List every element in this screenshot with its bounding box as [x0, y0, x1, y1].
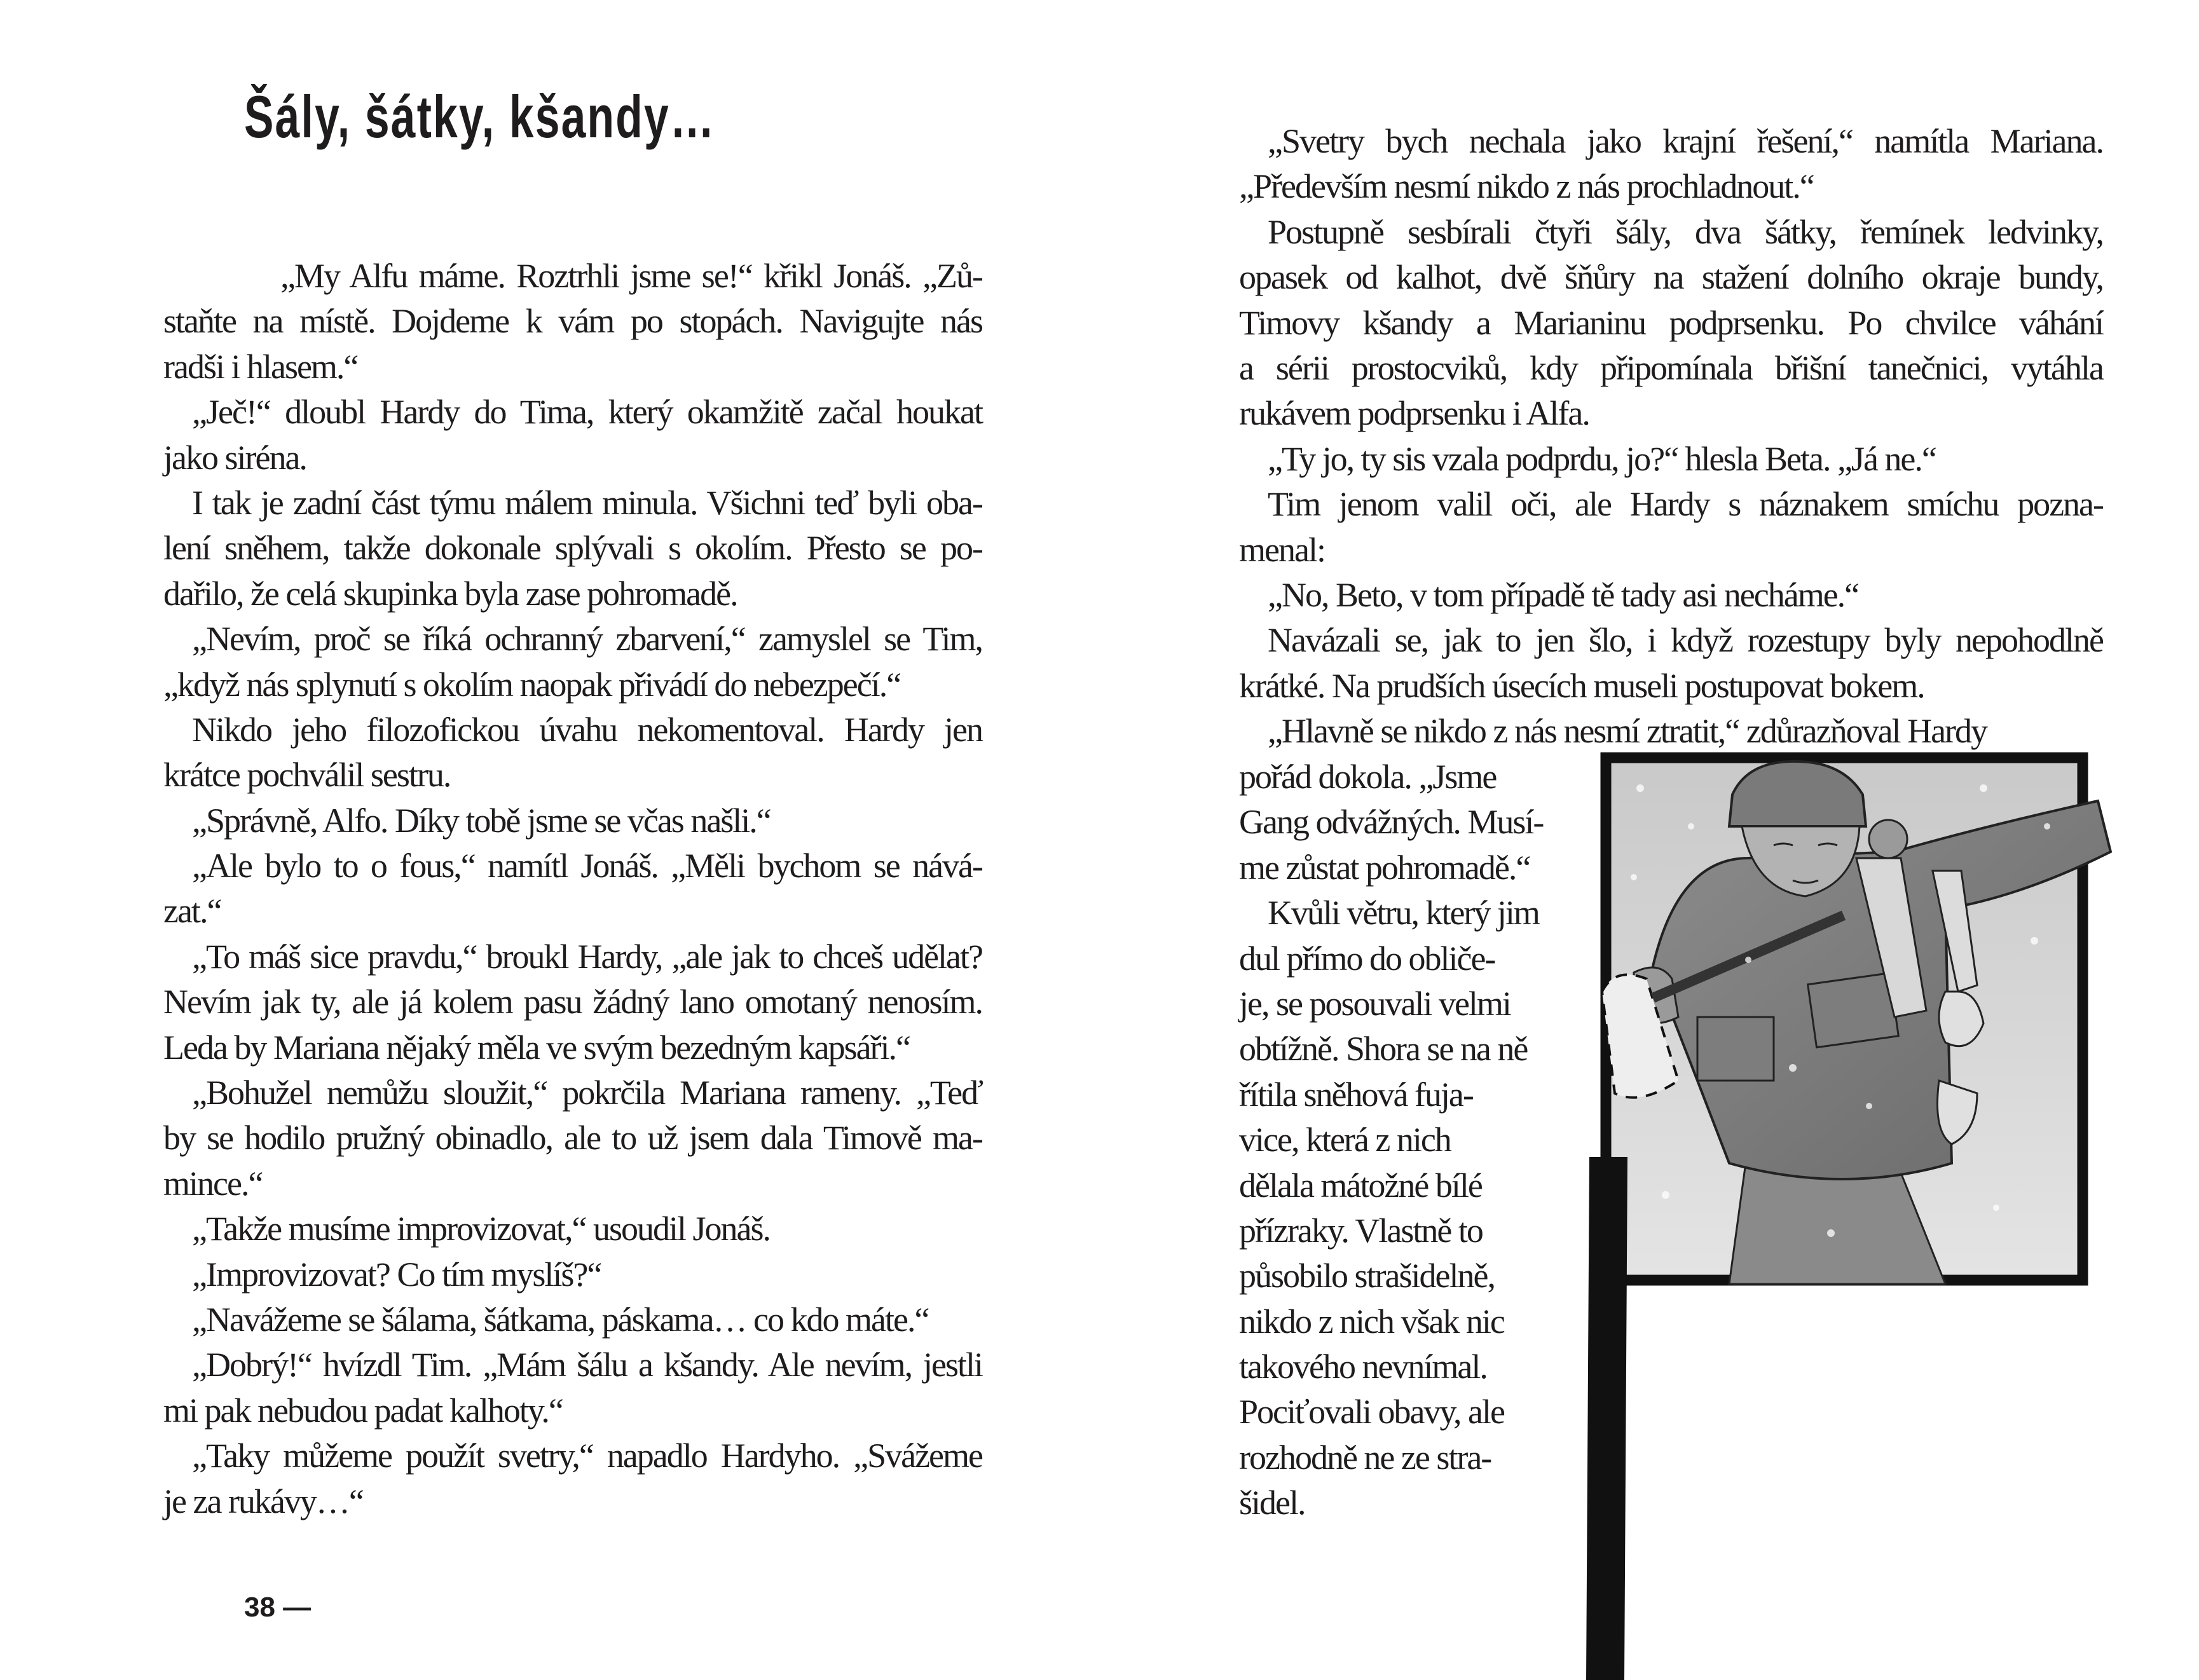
text-line: krátké. Na prudších úsecích museli postupovat bokem.	[1239, 666, 1924, 705]
text-line: dařilo, že celá skupinka byla zase pohromadě.	[163, 574, 737, 613]
text-line: „když nás splynutí s okolím naopak přivádí do nebezpečí.“	[163, 665, 901, 704]
text-line: zat.“	[163, 892, 221, 931]
text-line: lení sněhem, takže dokonale splývali s okolím. Přesto se po-	[163, 529, 982, 568]
text-line: Pociťovali obavy, ale	[1239, 1393, 1504, 1431]
text-line: opasek od kalhot, dvě šňůry na stažení dolního okraje bundy,	[1239, 258, 2103, 297]
text-line: obtížně. Shora se na ně	[1239, 1030, 1528, 1069]
text-line: pořád dokola. „Jsme	[1239, 758, 1497, 796]
illustration-boy-with-scarves	[1538, 750, 2136, 1680]
text-line: šidel.	[1239, 1484, 1305, 1522]
text-line: je za rukávy…“	[163, 1482, 363, 1520]
text-line: „Svetry bych nechala jako krajní řešení,“ namítla Mariana.	[1268, 122, 2103, 160]
chapter-title: Šály, šátky, kšandy…	[244, 83, 716, 150]
text-line: „Ječ!“ dloubl Hardy do Tima, který okamžitě začal houkat	[192, 393, 982, 432]
text-line: působilo strašidelně,	[1239, 1257, 1495, 1295]
text-line: Nevím jak ty, ale já kolem pasu žádný lano omotaný nenosím.	[163, 983, 982, 1021]
text-line: vice, která z nich	[1239, 1121, 1451, 1159]
text-line: I tak je zadní část týmu málem minula. Všichni teď byli oba-	[192, 483, 982, 522]
text-line: Leda by Mariana nějaký měla ve svým bezedným kapsáři.“	[163, 1028, 910, 1067]
left-page-text	[163, 254, 982, 1524]
text-line: „Správně, Alfo. Díky tobě jsme se včas našli.“	[192, 801, 771, 840]
text-line: krátce pochválil sestru.	[163, 756, 451, 795]
text-line: dělala mátožné bílé	[1239, 1166, 1482, 1205]
text-line: „Improvizovat? Co tím myslíš?“	[192, 1255, 601, 1294]
right-page-text	[1239, 119, 2103, 754]
text-line: „Taky můžeme použít svetry,“ napadlo Hardyho. „Svážeme	[192, 1437, 982, 1475]
text-line: radši i hlasem.“	[163, 347, 358, 386]
text-line: staňte na místě. Dojdeme k vám po stopách. Navigujte nás	[163, 302, 982, 341]
text-line: přízraky. Vlastně to	[1239, 1211, 1483, 1250]
text-line: „Takže musíme improvizovat,“ usoudil Jonáš.	[192, 1210, 770, 1248]
text-line: „Hlavně se nikdo z nás nesmí ztratit,“ zdůrazňoval Hardy	[1268, 712, 1987, 751]
text-line: jako siréna.	[163, 438, 306, 477]
text-line: „No, Beto, v tom případě tě tady asi necháme.“	[1268, 575, 1859, 614]
text-line: „Bohužel nemůžu sloužit,“ pokrčila Mariana rameny. „Teď	[192, 1074, 982, 1112]
text-line: takového nevnímal.	[1239, 1348, 1487, 1386]
text-line: nikdo z nich však nic	[1239, 1302, 1504, 1341]
text-line: „Nevím, proč se říká ochranný zbarvení,“ zamyslel se Tim,	[192, 620, 982, 659]
text-line: Nikdo jeho filozofickou úvahu nekomentoval. Hardy jen	[192, 710, 982, 749]
text-line: Tim jenom valil oči, ale Hardy s náznakem smíchu pozna-	[1268, 485, 2103, 524]
text-line: „Navážeme se šálama, šátkama, páskama… co kdo máte.“	[192, 1300, 929, 1339]
text-line: by se hodilo pružný obinadlo, ale to už jsem dala Timově ma-	[163, 1119, 982, 1158]
text-line: Kvůli větru, který jim	[1268, 894, 1539, 932]
text-line: „Dobrý!“ hvízdl Tim. „Mám šálu a kšandy. Ale nevím, jestli	[192, 1346, 982, 1384]
text-line: Postupně sesbírali čtyři šály, dva šátky, řemínek ledvinky,	[1268, 212, 2103, 251]
text-line: mi pak nebudou padat kalhoty.“	[163, 1391, 563, 1430]
text-line: „My Alfu máme. Roztrhli jsme se!“ křikl Jonáš. „Zů-	[280, 257, 982, 295]
text-line: menal:	[1239, 530, 1325, 569]
knotted-strap	[1586, 1157, 1627, 1680]
text-line: rozhodně ne ze stra-	[1239, 1438, 1491, 1477]
text-line: „To máš sice pravdu,“ broukl Hardy, „ale jak to chceš udělat?	[192, 937, 982, 976]
text-line: „Ale bylo to o fous,“ namítl Jonáš. „Měli bychom se nává-	[192, 847, 982, 885]
text-line: je, se posouvali velmi	[1239, 984, 1511, 1023]
text-line: me zůstat pohromadě.“	[1239, 848, 1530, 887]
text-line: Navázali se, jak to jen šlo, i když rozestupy byly nepohodlně	[1268, 621, 2103, 660]
text-line: a sérii prostocviků, kdy připomínala břišní tanečnici, vytáhla	[1239, 348, 2103, 387]
text-line: „Především nesmí nikdo z nás prochladnout.“	[1239, 167, 1814, 206]
text-line: rukávem podprsenku i Alfa.	[1239, 394, 1589, 433]
text-line: mince.“	[163, 1164, 263, 1203]
text-line: dul přímo do obliče-	[1239, 939, 1495, 978]
text-line: řítila sněhová fuja-	[1239, 1075, 1473, 1114]
text-line: Gang odvážných. Musí-	[1239, 803, 1544, 842]
text-line: „Ty jo, ty sis vzala podprdu, jo?“ hlesla Beta. „Já ne.“	[1268, 439, 1936, 478]
page-number: 38 —	[244, 1592, 312, 1623]
text-line: Timovy kšandy a Marianinu podprsenku. Po chvilce váhání	[1239, 303, 2103, 342]
